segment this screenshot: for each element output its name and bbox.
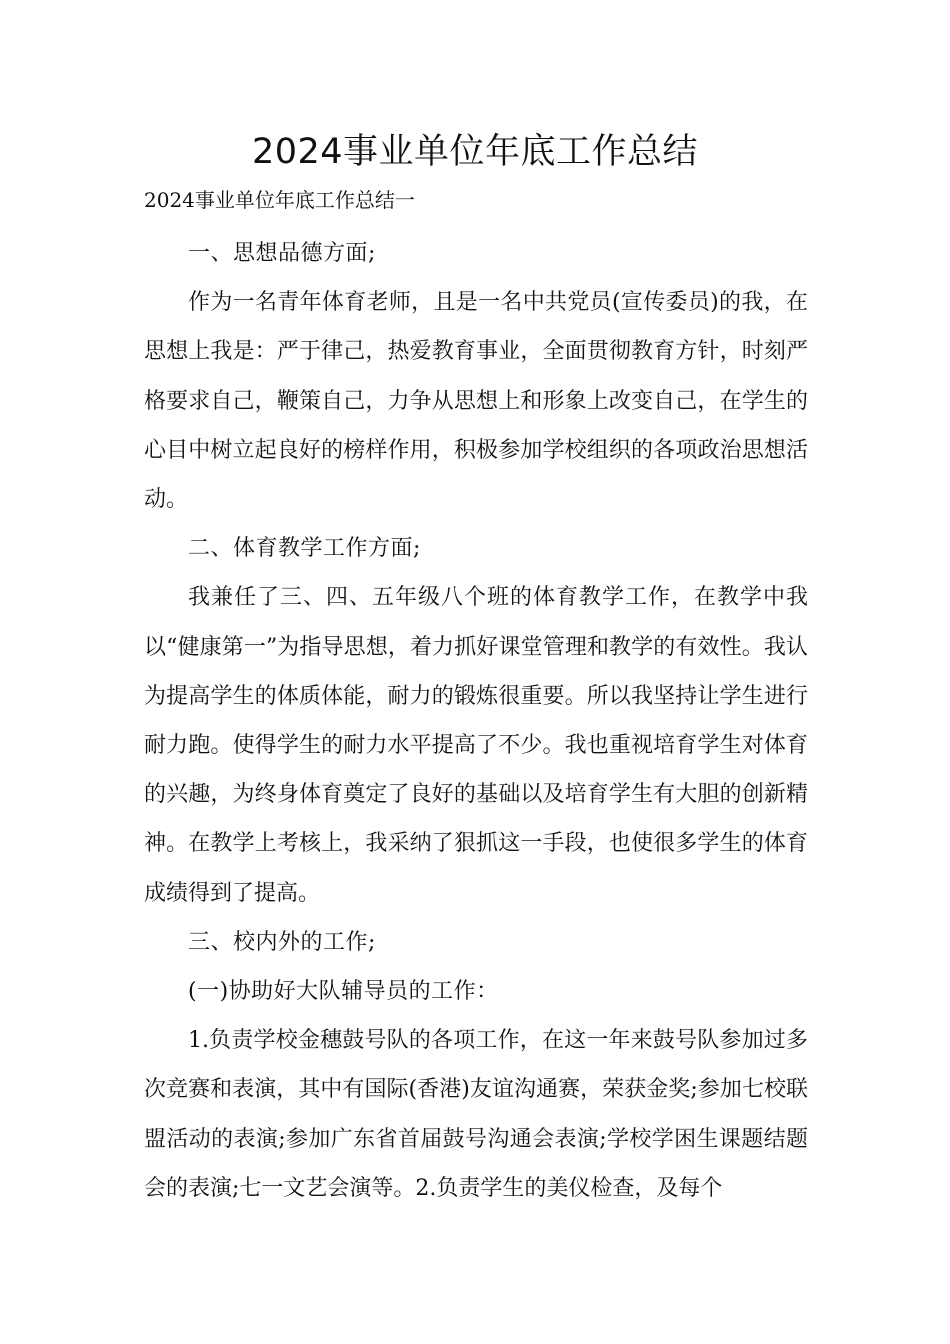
body-paragraph: 我兼任了三、四、五年级八个班的体育教学工作，在教学中我以“健康第一”为指导思想，着力抓好课堂管理和教学的有效性。我认为提高学生的体质体能，耐力的锻炼很重要。所以我坚持让学生进行耐力跑。使得学生的耐力水平提高了不少。我也重视培育学生对体育的兴趣，为终身体育奠定了良好的基础以及培育学生有大胆的创新精神。在教学上考核上，我采纳了狠抓这一手段，也使很多学生的体育成绩得到了提高。 [144,585,808,906]
body-paragraph: 1.负责学校金穗鼓号队的各项工作，在这一年来鼓号队参加过多次竞赛和表演，其中有国际(香港)友谊沟通赛，荣获金奖;参加七校联盟活动的表演;参加广东省首届鼓号沟通会表演;学校学困生课题结题会的表演;七一文艺会演等。2.负责学生的美仪检查，及每个 [144,1028,808,1201]
body-paragraph: 作为一名青年体育老师，且是一名中共党员(宣传委员)的我，在思想上我是：严于律己，热爱教育事业，全面贯彻教育方针，时刻严格要求自己，鞭策自己，力争从思想上和形象上改变自己，在学生的心目中树立起良好的榜样作用，积极参加学校组织的各项政治思想活动。 [144,290,808,513]
section-heading: 二、体育教学工作方面; [188,536,421,562]
document-title: 2024事业单位年底工作总结 [251,132,699,172]
section-heading: 一、思想品德方面; [188,241,376,266]
document-subtitle: 2024事业单位年底工作总结一 [144,188,415,212]
document-body [144,229,808,1213]
section-heading: 三、校内外的工作; [188,929,376,955]
subsection-heading: (一)协助好大队辅导员的工作： [188,979,499,1005]
